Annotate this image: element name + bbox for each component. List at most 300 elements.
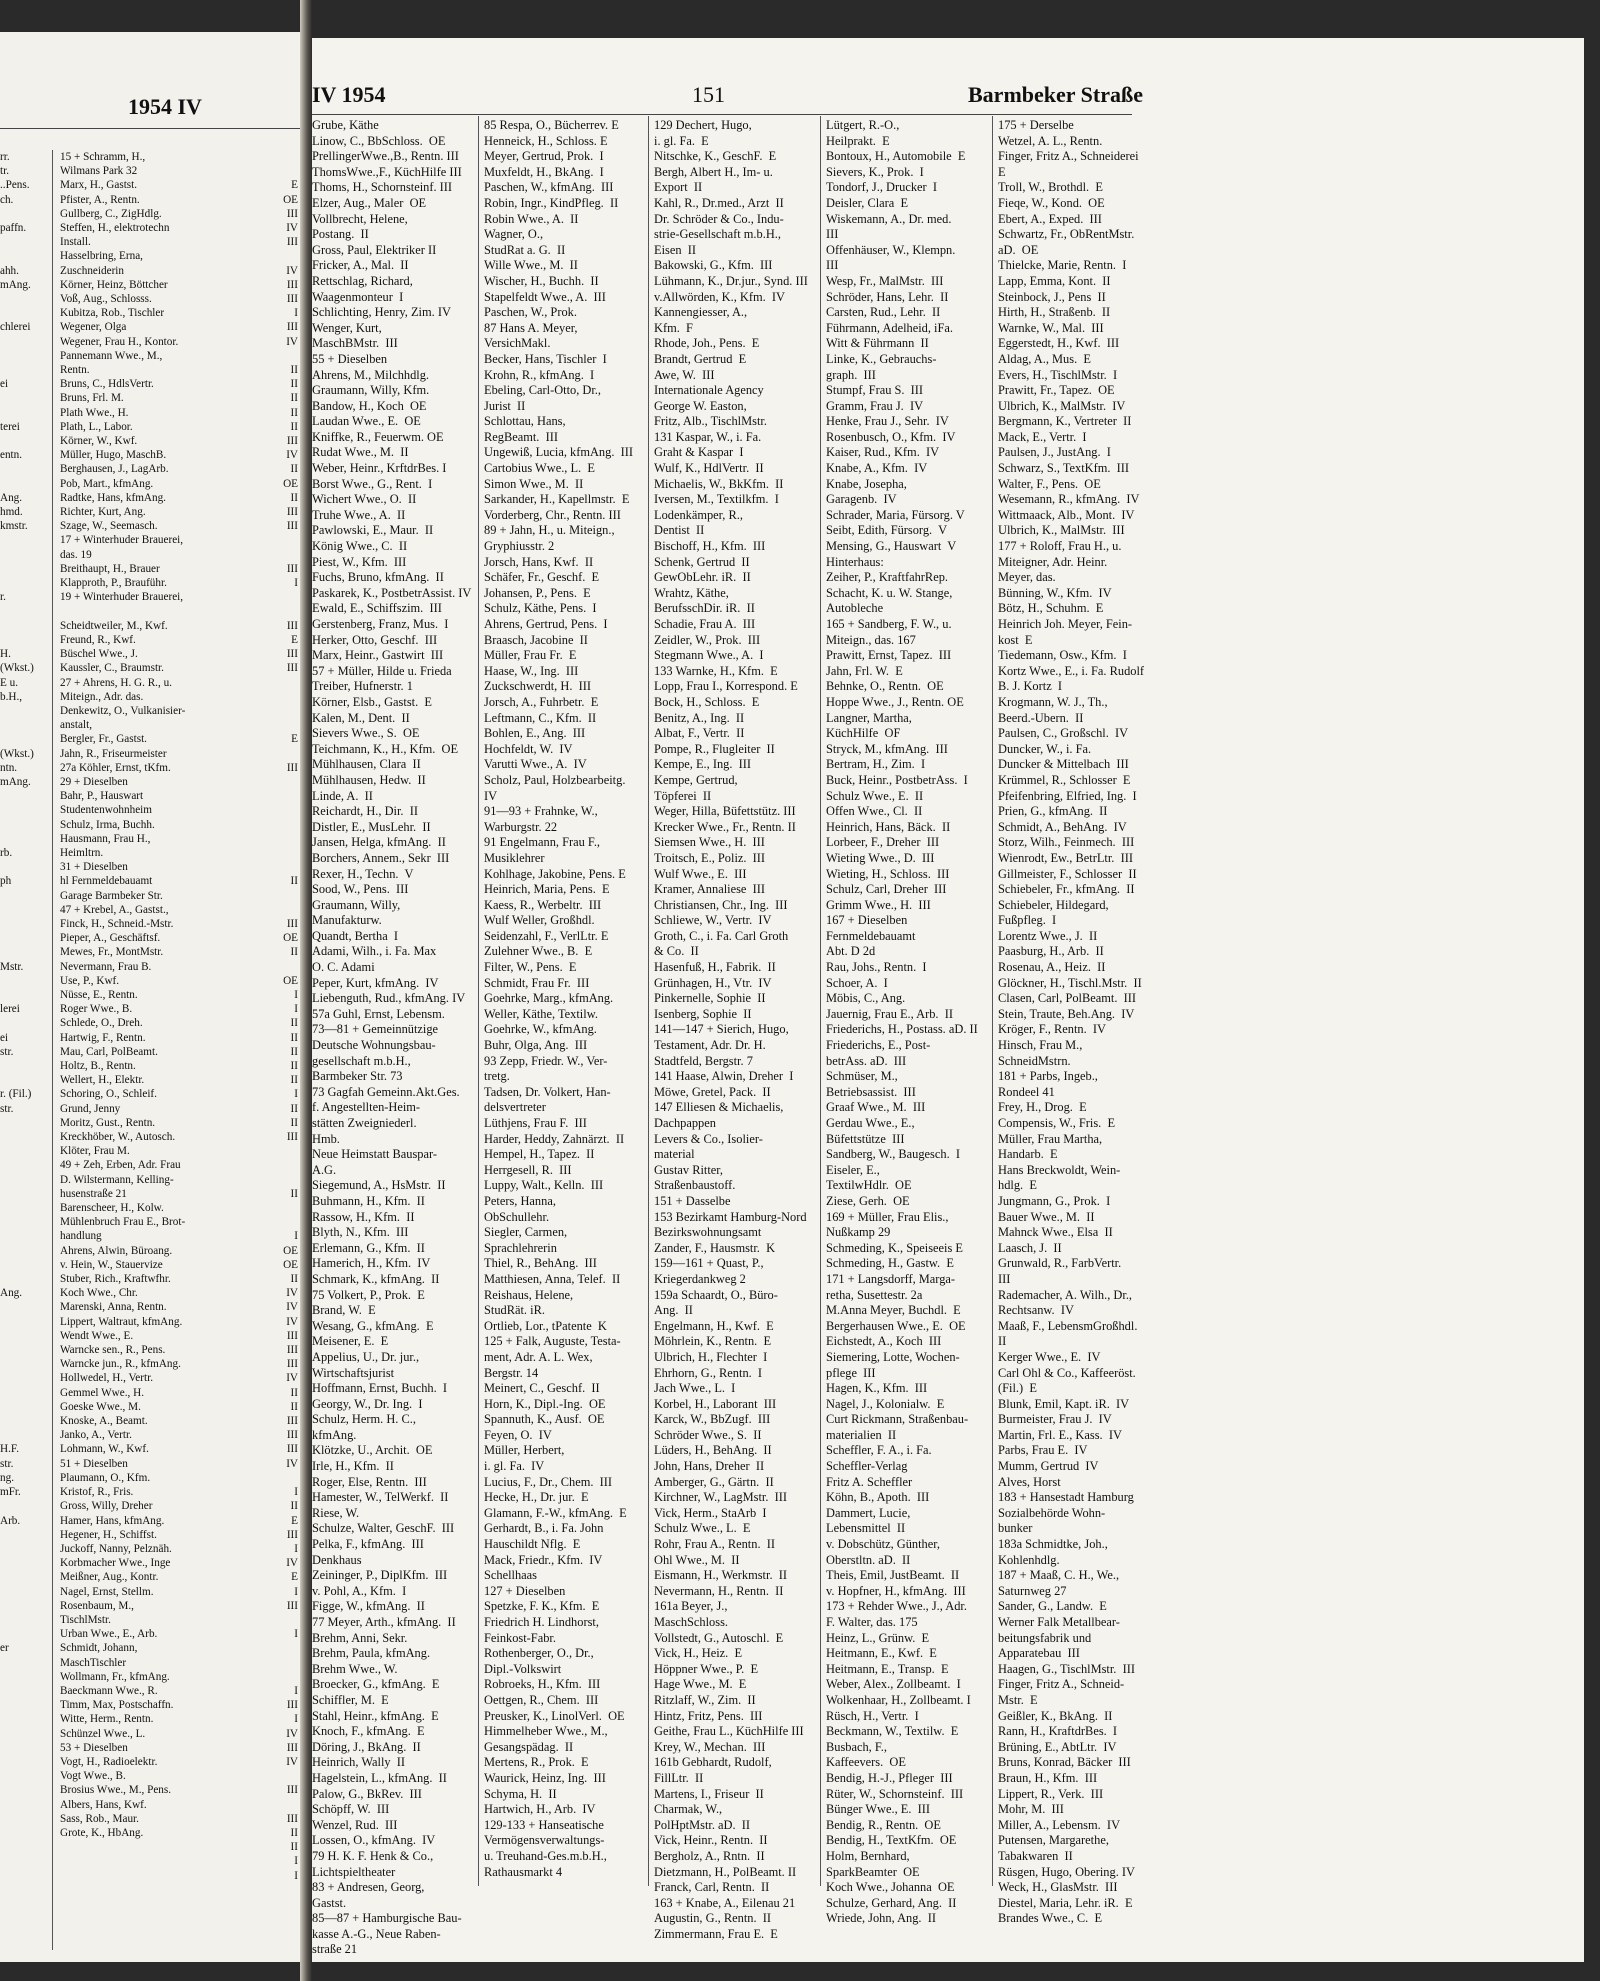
directory-entry: Gramm, Frau J. IV xyxy=(826,398,924,413)
directory-entry: Schulz, Herm. H. C., xyxy=(312,1412,416,1427)
directory-entry: v. Dobschütz, Günther, xyxy=(826,1537,940,1552)
directory-entry xyxy=(262,1798,298,1812)
column-rule xyxy=(820,116,821,1886)
directory-entry: Wendt Wwe., E. xyxy=(60,1329,134,1342)
directory-entry xyxy=(0,945,42,959)
directory-entry: Miteign., das. 167 xyxy=(826,632,916,647)
directory-entry xyxy=(0,292,42,306)
directory-entry: Witte, Herm., Rentn. xyxy=(60,1713,154,1726)
directory-entry: Breithaupt, H., Brauer xyxy=(60,562,160,575)
directory-entry: Rosenbusch, O., Kfm. IV xyxy=(826,429,956,444)
directory-entry: Zuckschwerdt, H. III xyxy=(484,679,592,694)
directory-entry: Garagenb. IV xyxy=(826,492,897,507)
directory-entry: Ang. II xyxy=(654,1303,693,1318)
directory-entry: Krey, W., Mechan. III xyxy=(654,1739,766,1754)
directory-entry xyxy=(0,1670,42,1684)
directory-entry: Mahnck Wwe., Elsa II xyxy=(998,1225,1113,1240)
directory-entry: MaschBMstr. III xyxy=(312,336,398,351)
directory-entry: Langner, Martha, xyxy=(826,710,912,725)
directory-entry: Hauschildt Nflg. E xyxy=(484,1537,581,1552)
directory-entry: Luppy, Walt., Kelln. III xyxy=(484,1178,604,1193)
directory-entry: Pannemann Wwe., M., xyxy=(60,349,163,362)
directory-entry: 167 + Dieselben xyxy=(826,913,908,928)
directory-entry: Ahrens, Alwin, Büroang. xyxy=(60,1244,173,1257)
directory-entry: IV xyxy=(286,1755,298,1768)
directory-entry: Augustin, G., Rentn. II xyxy=(654,1911,772,1926)
directory-entry: Schadie, Frau A. III xyxy=(654,617,756,631)
directory-entry: Hinterhaus: xyxy=(826,554,884,569)
directory-entry: Zulehner Wwe., B. E xyxy=(484,944,593,959)
directory-entry: Bendig, H.-J., Pfleger III xyxy=(826,1770,953,1785)
directory-entry: rr. xyxy=(0,151,10,163)
directory-entry: Krecker Wwe., Fr., Rentn. II xyxy=(654,819,796,834)
directory-entry: 91—93 + Frahnke, W., xyxy=(484,804,598,819)
directory-entry: Figge, W., kfmAng. II xyxy=(312,1599,425,1614)
directory-entry: Lapp, Emma, Kont. II xyxy=(998,273,1111,288)
directory-entry: Stapelfeldt Wwe., A. III xyxy=(484,289,606,304)
directory-entry: Nußkamp 29 xyxy=(826,1225,891,1240)
directory-entry: 153 Bezirkamt Hamburg-Nord xyxy=(654,1209,807,1224)
directory-entry: Graht & Kaspar I xyxy=(654,445,744,460)
directory-entry: Betriebsassist. III xyxy=(826,1084,916,1099)
directory-entry: Nevermann, Frau B. xyxy=(60,960,152,973)
directory-entry: Ewald, E., Schiffszim. III xyxy=(312,601,442,616)
directory-entry: Denkhaus xyxy=(312,1552,362,1567)
directory-entry: Linow, C., BbSchloss. OE xyxy=(312,133,446,148)
right-page xyxy=(312,38,1584,1962)
directory-entry: SchneidMstrn. xyxy=(998,1053,1071,1068)
directory-entry: Schoer, A. I xyxy=(826,975,888,990)
directory-entry: Putensen, Margarethe, xyxy=(998,1833,1109,1848)
directory-entry: Varutti Wwe., A. IV xyxy=(484,757,587,772)
directory-entry: Krohn, R., kfmAng. I xyxy=(484,367,595,382)
directory-entry: Steinbock, J., Pens II xyxy=(998,289,1106,304)
directory-entry: IV xyxy=(286,1457,298,1470)
directory-entry: Paskarek, K., PostbetrAssist. IV xyxy=(312,585,472,600)
directory-entry: Pawlowski, E., Maur. II xyxy=(312,523,434,538)
directory-entry: Zeiher, P., KraftfahrRep. xyxy=(826,570,948,585)
directory-entry: IV xyxy=(286,1287,298,1300)
directory-entry xyxy=(262,349,298,363)
directory-entry: OE xyxy=(283,932,298,945)
directory-entry: Distler, E., MusLehr. II xyxy=(312,819,431,834)
directory-entry: Richter, Kurt, Ang. xyxy=(60,506,146,519)
directory-entry: Wagner, O., xyxy=(484,227,544,242)
directory-entry xyxy=(262,1471,298,1485)
directory-entry: Pompe, R., Flugleiter II xyxy=(654,741,775,756)
directory-entry: v. Hopfner, H., kfmAng. III xyxy=(826,1583,966,1598)
directory-entry: Nagel, Ernst, Stellm. xyxy=(60,1585,154,1598)
directory-entry: Sprachlehrerin xyxy=(484,1240,557,1255)
directory-entry: Finck, H., Schneid.-Mstr. xyxy=(60,917,174,930)
directory-entry: Kristof, R., Fris. xyxy=(60,1486,134,1499)
directory-entry: Compensis, W., Fris. E xyxy=(998,1116,1116,1130)
directory-entry: 187 + Maaß, C. H., We., xyxy=(998,1568,1120,1583)
directory-entry xyxy=(0,633,42,647)
directory-entry xyxy=(0,1144,42,1158)
directory-entry: Ritzlaff, W., Zim. II xyxy=(654,1692,756,1707)
directory-entry: 129 Dechert, Hugo, xyxy=(654,118,752,132)
directory-entry: Meyer, Gertrud, Prok. I xyxy=(484,149,604,164)
directory-entry: r. (Fil.) xyxy=(0,1088,32,1101)
directory-entry: Brehm Wwe., W. xyxy=(312,1661,398,1676)
directory-entry: Schmidt, A., BehAng. IV xyxy=(998,819,1127,834)
directory-entry: Dr. Schröder & Co., Indu- xyxy=(654,211,784,226)
directory-entry: Prawitt, Fr., Tapez. OE xyxy=(998,383,1115,398)
left-page xyxy=(0,32,300,1962)
directory-entry: Schulze, Walter, GeschF. III xyxy=(312,1521,455,1536)
column-rule xyxy=(52,150,53,1950)
directory-entry: Dentist II xyxy=(654,523,705,538)
directory-entry: III xyxy=(286,1329,298,1342)
directory-entry xyxy=(262,1656,298,1670)
directory-entry: Kaffeevers. OE xyxy=(826,1755,906,1770)
directory-entry: Eggerstedt, H., Kwf. III xyxy=(998,336,1120,351)
directory-entry: IV xyxy=(286,264,298,277)
directory-entry xyxy=(0,207,42,221)
directory-entry: Klapproth, P., Brauführ. xyxy=(60,577,167,590)
directory-entry: I xyxy=(294,988,298,1001)
directory-entry: Bötz, H., Schuhm. E xyxy=(998,601,1104,616)
directory-entry: II xyxy=(290,946,298,959)
directory-entry: II xyxy=(290,364,298,377)
directory-entry: 171 + Langsdorff, Marga- xyxy=(826,1271,956,1286)
directory-entry: Install. xyxy=(60,236,91,249)
directory-entry: Amberger, G., Gärtn. II xyxy=(654,1474,774,1489)
directory-entry: PolHptMstr. aD. II xyxy=(654,1817,751,1832)
directory-entry: Schiffler, M. E xyxy=(312,1692,389,1707)
directory-entry: Wilmans Park 32 xyxy=(60,165,138,178)
directory-entry: 165 + Sandberg, F. W., u. xyxy=(826,617,952,631)
directory-entry: IV xyxy=(286,335,298,348)
directory-entry xyxy=(0,1258,42,1272)
directory-entry: Stegmann Wwe., A. I xyxy=(654,648,764,663)
directory-entry: betrAss. aD. III xyxy=(826,1053,907,1068)
directory-entry: Hasenfuß, H., Fabrik. II xyxy=(654,960,776,975)
directory-entry: Sievers, K., Prok. I xyxy=(826,164,924,179)
directory-entry: Hagelstein, L., kfmAng. II xyxy=(312,1770,447,1785)
directory-entry: Iversen, M., Textilkfm. I xyxy=(654,492,779,507)
directory-entry: Schyma, H. II xyxy=(484,1786,557,1801)
left-column-floors xyxy=(262,150,298,1883)
directory-entry: Heitmann, E., Kwf. E xyxy=(826,1646,937,1661)
directory-entry: Bergh, Albert H., Im- u. xyxy=(654,164,773,179)
directory-entry: Ulbrich, H., Flechter I xyxy=(654,1349,768,1364)
directory-entry: Büfettstütze III xyxy=(826,1131,905,1146)
directory-entry: Miller, A., Lebensm. IV xyxy=(998,1817,1121,1832)
directory-entry: Lippert, Waltraut, kfmAng. xyxy=(60,1315,183,1328)
directory-entry: Franck, Carl, Rentn. II xyxy=(654,1880,770,1895)
directory-entry: Szage, W., Seemasch. xyxy=(60,520,158,533)
directory-entry: RegBeamt. III xyxy=(484,429,558,444)
directory-entry: Barmbeker Str. 73 xyxy=(312,1069,403,1084)
directory-entry: Schenk, Gertrud II xyxy=(654,554,750,569)
directory-entry: entn. xyxy=(0,449,23,462)
directory-entry: Finger, Fritz A., Schneid- xyxy=(998,1677,1125,1692)
directory-entry: Gustav Ritter, xyxy=(654,1162,724,1177)
directory-entry xyxy=(0,1428,42,1442)
directory-entry: Tabakwaren II xyxy=(998,1848,1073,1863)
directory-entry: E xyxy=(291,1514,298,1527)
directory-entry: chlerei xyxy=(0,321,31,334)
directory-entry: 49 + Zeh, Erben, Adr. Frau xyxy=(60,1159,181,1172)
directory-entry: Hausmann, Frau H., xyxy=(60,832,151,845)
directory-entry: Haagen, G., TischlMstr. III xyxy=(998,1661,1135,1676)
directory-entry: Friedrich H. Lindhorst, xyxy=(484,1615,599,1629)
directory-entry: Arb. xyxy=(0,1514,21,1527)
directory-entry: Zander, F., Hausmstr. K xyxy=(654,1240,776,1255)
directory-entry: Fritz A. Scheffler xyxy=(826,1474,913,1489)
directory-entry: f. Angestellten-Heim- xyxy=(312,1100,421,1115)
directory-entry: Rassow, H., Kfm. II xyxy=(312,1209,415,1224)
directory-entry: Oberstltn. aD. II xyxy=(826,1552,911,1567)
directory-entry: Wenger, Kurt, xyxy=(312,320,382,335)
directory-entry: Engelmann, H., Kwf. E xyxy=(654,1318,774,1333)
directory-entry: Heinrich, Wally II xyxy=(312,1755,406,1770)
directory-entry: Clasen, Carl, PolBeamt. III xyxy=(998,991,1136,1006)
directory-entry: II xyxy=(290,392,298,405)
directory-entry: Mack, E., Vertr. I xyxy=(998,429,1087,444)
directory-entry: 53 + Dieselben xyxy=(60,1741,128,1754)
directory-entry: Knabe, A., Kfm. IV xyxy=(826,461,928,476)
header-rule xyxy=(312,114,1132,115)
directory-entry: (Fil.) E xyxy=(998,1381,1037,1396)
directory-entry: 85 Respa, O., Bücherrev. E xyxy=(484,118,619,132)
directory-entry: Charmak, W., xyxy=(654,1802,723,1817)
directory-entry: Herrgesell, R. III xyxy=(484,1162,572,1177)
directory-entry xyxy=(262,903,298,917)
directory-entry: II xyxy=(290,1074,298,1087)
directory-entry: Jorsch, A., Fuhrbetr. E xyxy=(484,694,599,709)
directory-entry: Awe, W. III xyxy=(654,367,715,382)
directory-entry: Warburgstr. 22 xyxy=(484,819,558,834)
directory-column-4 xyxy=(826,118,986,1927)
directory-entry xyxy=(262,1641,298,1655)
directory-entry: III xyxy=(286,1443,298,1456)
directory-entry: 27 + Ahrens, H. G. R., u. xyxy=(60,676,172,689)
directory-entry xyxy=(0,1173,42,1187)
directory-entry: Kempe, E., Ing. III xyxy=(654,757,752,772)
directory-entry xyxy=(0,1400,42,1414)
directory-entry: Deisler, Clara E xyxy=(826,195,909,210)
directory-entry: E u. xyxy=(0,676,19,689)
directory-entry: Bandow, H., Koch OE xyxy=(312,398,427,413)
directory-entry: Müller, Hugo, MaschB. xyxy=(60,449,167,462)
directory-entry: Grote, K., HbAng. xyxy=(60,1826,144,1839)
directory-entry: Lebensmittel II xyxy=(826,1521,906,1536)
directory-entry xyxy=(0,363,42,377)
directory-entry xyxy=(0,1656,42,1670)
directory-entry: Carl Ohl & Co., Kaffeeröst. xyxy=(998,1365,1136,1380)
directory-entry xyxy=(0,249,42,263)
directory-entry xyxy=(0,789,42,803)
directory-entry: I xyxy=(294,1585,298,1598)
directory-entry: Fernmeldebauamt xyxy=(826,928,916,943)
directory-entry: Mumm, Gertrud IV xyxy=(998,1459,1099,1474)
directory-entry: Marenski, Anna, Rentn. xyxy=(60,1301,167,1314)
directory-entry: Sarkander, H., Kapellmstr. E xyxy=(484,492,630,507)
directory-entry: II xyxy=(290,1060,298,1072)
directory-entry: 89 + Jahn, H., u. Miteign., xyxy=(484,523,615,538)
directory-entry: Filter, W., Pens. E xyxy=(484,960,577,975)
directory-entry: Rosenbaum, M., xyxy=(60,1599,134,1612)
directory-entry: Brüning, E., AbtLtr. IV xyxy=(998,1739,1117,1754)
directory-entry: 141—147 + Sierich, Hugo, xyxy=(654,1022,789,1037)
left-column-fragment xyxy=(0,150,42,1684)
directory-entry: Zuschneiderin xyxy=(60,264,124,277)
directory-entry: ObSchullehr. xyxy=(484,1209,550,1224)
directory-entry xyxy=(0,1329,42,1343)
directory-entry: Plath, L., Labor. xyxy=(60,420,133,433)
directory-entry: Eichstedt, A., Koch III xyxy=(826,1334,942,1349)
directory-entry: Liebenguth, Rud., kfmAng. IV xyxy=(312,991,466,1006)
directory-entry: I xyxy=(294,1869,298,1882)
directory-entry: kmstr. xyxy=(0,520,28,533)
directory-entry xyxy=(262,747,298,761)
directory-entry xyxy=(0,818,42,832)
directory-entry: 129-133 + Hanseatische xyxy=(484,1817,604,1832)
directory-entry: Nevermann, H., Rentn. II xyxy=(654,1583,784,1598)
directory-entry: Warncke jun., R., kfmAng. xyxy=(60,1358,181,1371)
directory-entry: I xyxy=(294,1684,298,1697)
directory-entry: Hamester, W., TelWerkf. II xyxy=(312,1490,449,1505)
directory-entry: Bock, H., Schloss. E xyxy=(654,694,760,709)
directory-entry: Sozialbehörde Wohn- xyxy=(998,1505,1106,1520)
directory-entry xyxy=(0,917,42,931)
directory-entry: Schlottau, Hans, xyxy=(484,414,566,429)
directory-entry: v. Pohl, A., Kfm. I xyxy=(312,1583,407,1598)
directory-entry xyxy=(0,576,42,590)
directory-entry: Weck, H., GlasMstr. III xyxy=(998,1880,1118,1895)
directory-entry: George W. Easton, xyxy=(654,398,747,413)
directory-entry: 55 + Dieselben xyxy=(312,351,388,366)
directory-entry: Müller, Frau Martha, xyxy=(998,1131,1103,1146)
directory-entry xyxy=(0,1371,42,1385)
directory-entry: Becker, Hans, Tischler I xyxy=(484,351,607,366)
directory-entry: Thoms, H., Schornsteinf. III xyxy=(312,180,453,195)
directory-entry: Broecker, G., kfmAng. E xyxy=(312,1677,440,1692)
directory-entry: III xyxy=(286,1699,298,1712)
directory-entry xyxy=(0,1073,42,1087)
directory-entry: Gullberg, C., ZigHdlg. xyxy=(60,207,162,220)
directory-entry: Ziese, Gerh. OE xyxy=(826,1193,910,1208)
directory-entry: FillLtr. II xyxy=(654,1770,704,1785)
directory-entry: II xyxy=(290,1386,298,1399)
directory-entry: Bakowski, G., Kfm. III xyxy=(654,258,773,273)
directory-entry: Korbel, H., Laborant III xyxy=(654,1396,777,1411)
directory-entry: Hintz, Fritz, Pens. III xyxy=(654,1708,763,1723)
directory-entry: Sander, G., Landw. E xyxy=(998,1599,1107,1614)
directory-entry: Knabe, Josepha, xyxy=(826,476,907,491)
directory-entry: Vollbrecht, Helene, xyxy=(312,211,408,226)
directory-entry: Walter, F., Pens. OE xyxy=(998,476,1101,491)
page-gutter xyxy=(300,0,312,1981)
directory-entry: Lütgert, R.-O., xyxy=(826,118,900,132)
directory-entry: material xyxy=(654,1147,695,1162)
directory-entry: Wittmaack, Alb., Mont. IV xyxy=(998,507,1135,522)
directory-entry: Glamann, F.-W., kfmAng. E xyxy=(484,1505,627,1520)
directory-entry xyxy=(262,690,298,704)
directory-entry xyxy=(0,235,42,249)
directory-entry: Troll, W., Brothdl. E xyxy=(998,180,1103,195)
directory-entry: II xyxy=(290,463,298,476)
directory-entry: Hinsch, Frau M., xyxy=(998,1038,1083,1053)
directory-entry: Klöter, Frau M. xyxy=(60,1145,130,1158)
directory-entry: Siemsen Wwe., H. III xyxy=(654,835,765,850)
directory-entry: Pfister, A., Rentn. xyxy=(60,193,140,206)
directory-entry: IV xyxy=(286,449,298,462)
directory-entry: Ulbrich, K., MalMstr. III xyxy=(998,523,1125,538)
directory-entry: Holtz, B., Rentn. xyxy=(60,1060,136,1072)
directory-entry: Pelka, F., kfmAng. III xyxy=(312,1537,424,1552)
directory-entry xyxy=(0,1215,42,1229)
directory-entry: Hage Wwe., M. E xyxy=(654,1677,747,1692)
directory-entry: Linke, K., Gebrauchs- xyxy=(826,351,937,366)
directory-entry: Heimltrn. xyxy=(60,846,104,859)
directory-entry: Weber, Alex., Zollbeamt. I xyxy=(826,1677,961,1692)
directory-entry: III xyxy=(286,1599,298,1612)
directory-entry: Werner Falk Metallbear- xyxy=(998,1615,1120,1629)
directory-entry: D. Wilstermann, Kelling- xyxy=(60,1173,174,1186)
directory-entry: Siemering, Lotte, Wochen- xyxy=(826,1349,960,1364)
directory-entry xyxy=(262,150,298,164)
directory-entry: Gastst. xyxy=(312,1895,347,1910)
directory-entry: Reishaus, Helene, xyxy=(484,1287,574,1302)
directory-entry: v.Allwörden, K., Kfm. IV xyxy=(654,289,785,304)
directory-entry xyxy=(262,533,298,547)
directory-entry: OE xyxy=(283,193,298,206)
directory-entry: Georgy, W., Dr. Ing. I xyxy=(312,1396,423,1411)
directory-entry: I xyxy=(294,1628,298,1641)
directory-entry xyxy=(0,477,42,491)
directory-entry: II xyxy=(290,1031,298,1044)
directory-entry: KüchHilfe OF xyxy=(826,726,901,741)
directory-column-5 xyxy=(998,118,1160,1927)
directory-entry xyxy=(0,718,42,732)
directory-entry xyxy=(262,846,298,860)
directory-entry: Prawitt, Ernst, Tapez. III xyxy=(826,648,952,663)
directory-entry: bunker xyxy=(998,1521,1033,1536)
directory-entry: Baeckmann Wwe., R. xyxy=(60,1684,158,1697)
directory-entry: Plath Wwe., H. xyxy=(60,406,129,419)
directory-entry: r. xyxy=(0,591,6,604)
directory-entry xyxy=(0,1244,42,1258)
directory-entry: 31 + Dieselben xyxy=(60,861,128,874)
directory-entry: mAng. xyxy=(0,278,31,291)
directory-entry: SparkBeamter OE xyxy=(826,1864,920,1879)
directory-entry: Schünzel Wwe., L. xyxy=(60,1727,146,1740)
directory-entry: Hmb. xyxy=(312,1131,340,1146)
directory-entry: Laudan Wwe., E. OE xyxy=(312,414,421,429)
directory-entry: Wrahtz, Käthe, xyxy=(654,585,729,600)
directory-entry: I xyxy=(294,307,298,320)
directory-entry: Himmelheber Wwe., M., xyxy=(484,1724,608,1739)
directory-entry: Kfm. F xyxy=(654,320,693,335)
directory-entry: John, Hans, Dreher II xyxy=(654,1459,765,1474)
directory-entry: Maaß, F., LebensmGroßhdl. xyxy=(998,1318,1138,1333)
directory-entry: ment, Adr. A. L. Wex, xyxy=(484,1349,593,1364)
directory-entry: II xyxy=(290,1826,298,1839)
directory-entry: Autobleche xyxy=(826,601,884,616)
directory-entry: Riese, W. xyxy=(312,1505,360,1520)
directory-entry: III xyxy=(826,258,839,273)
directory-entry xyxy=(0,832,42,846)
directory-entry: 75 Volkert, P., Prok. E xyxy=(312,1287,425,1302)
directory-entry: Nüsse, E., Rentn. xyxy=(60,988,138,1001)
directory-entry: Buhr, Olga, Ang. III xyxy=(484,1038,588,1053)
directory-entry: 127 + Dieselben xyxy=(484,1583,566,1598)
directory-entry: Haase, W., Ing. III xyxy=(484,663,579,678)
